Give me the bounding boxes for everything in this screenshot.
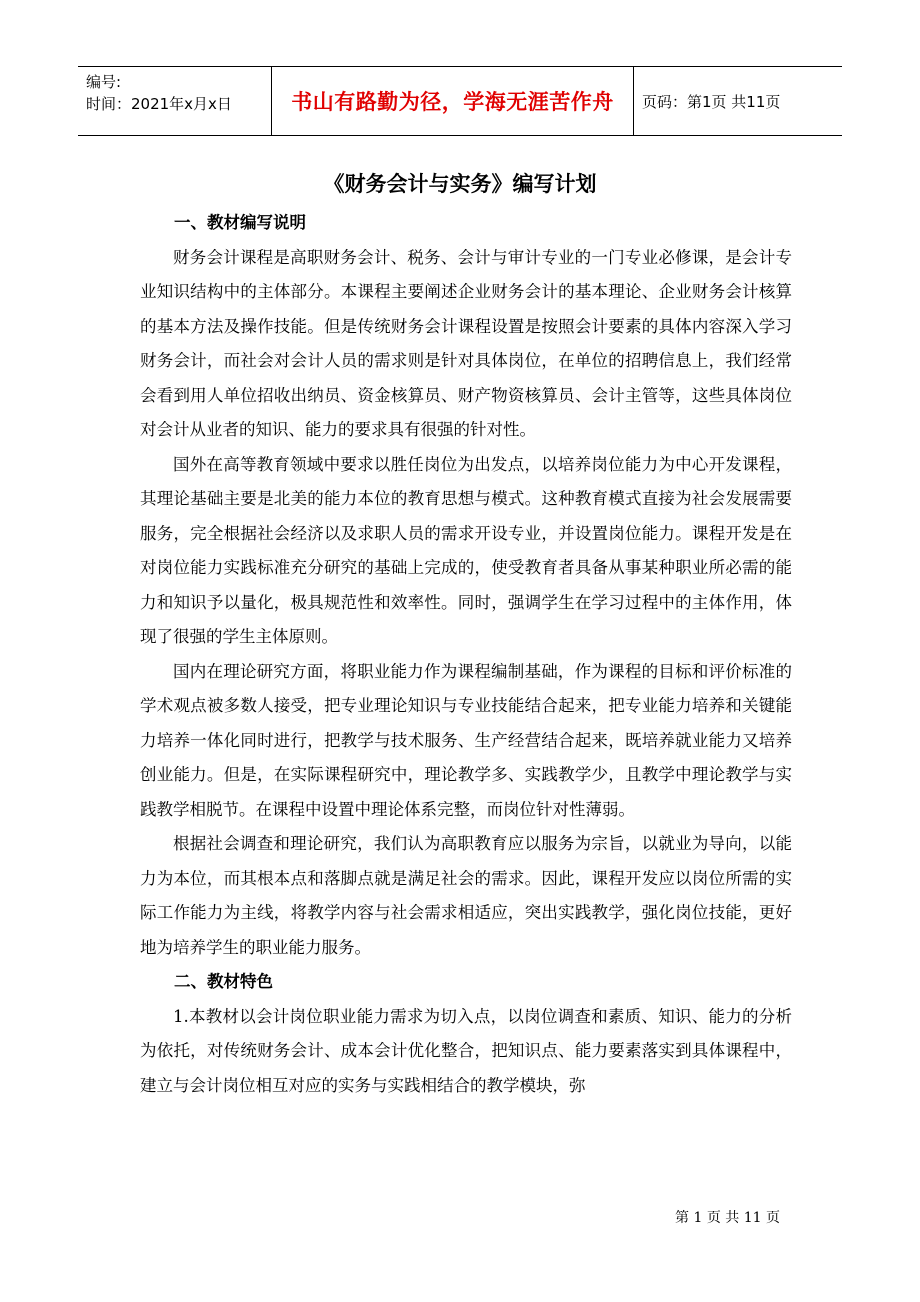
section-heading: 一、教材编写说明 <box>174 213 306 232</box>
page-footer: 第 1 页 共 11 页 <box>675 1210 780 1226</box>
header-info-cell <box>78 67 272 135</box>
paragraph: 国内在理论研究方面，将职业能力作为课程编制基础，作为课程的目标和评价标准的学术观点被多数人接受，把专业理论知识与专业技能结合起来，把专业能力培养和关键能力培养一体化同时进行，把教学与技术服务、生产经营结合起来，既培养就业能力又培养创业能力。但是，在实际课程研究中，理论教学多、实践教学少，且教学中理论教学与实践教学相脱节。在课程中设置中理论体系完整，而岗位针对性薄弱。 <box>140 661 792 819</box>
paragraph: 国外在高等教育领域中要求以胜任岗位为出发点，以培养岗位能力为中心开发课程，其理论基础主要是北美的能力本位的教育思想与模式。这种教育模式直接为社会发展需要服务，完全根据社会经济以及求职人员的需求开设专业，并设置岗位能力。课程开发是在对岗位能力实践标准充分研究的基础上完成的，使受教育者具备从事某种职业所必需的能力和知识予以量化，极具规范性和效率性。同时，强调学生在学习过程中的主体作用，体现了很强的学生主体原则。 <box>140 454 792 646</box>
paragraph: 1.本教材以会计岗位职业能力需求为切入点，以岗位调查和素质、知识、能力的分析为依托，对传统财务会计、成本会计优化整合，把知识点、能力要素落实到具体课程中，建立与会计岗位相互对应的实务与实践相结合的教学模块，弥 <box>140 1006 792 1095</box>
serial-label: 编号: <box>86 73 122 91</box>
section-heading: 二、教材特色 <box>174 972 273 991</box>
paragraph: 根据社会调查和理论研究，我们认为高职教育应以服务为宗旨，以就业为导向，以能力为本位，而其根本点和落脚点就是满足社会的需求。因此，课程开发应以岗位所需的实际工作能力为主线，将教学内容与社会需求相适应，突出实践教学，强化岗位技能，更好地为培养学生的职业能力服务。 <box>140 834 792 957</box>
header-page-cell <box>634 67 842 135</box>
page-label: 页码：第1页 共11页 <box>642 92 781 111</box>
motto-text: 书山有路勤为径，学海无涯苦作舟 <box>291 90 614 114</box>
header-table <box>78 66 842 136</box>
section-2 <box>140 965 792 1103</box>
header-motto-cell <box>272 67 634 135</box>
paragraph: 财务会计课程是高职财务会计、税务、会计与审计专业的一门专业必修课，是会计专业知识结构中的主体部分。本课程主要阐述企业财务会计的基本理论、企业财务会计核算的基本方法及操作技能。但是传统财务会计课程设置是按照会计要素的具体内容深入学习财务会计，而社会对会计人员的需求则是针对具体岗位，在单位的招聘信息上，我们经常会看到用人单位招收出纳员、资金核算员、财产物资核算员、会计主管等，这些具体岗位对会计从业者的知识、能力的要求具有很强的针对性。 <box>140 247 792 439</box>
document-title: 《财务会计与实务》编写计划 <box>323 172 597 196</box>
date-label: 时间：2021年x月x日 <box>86 95 232 113</box>
document-body <box>140 206 792 1103</box>
section-1 <box>140 206 792 965</box>
